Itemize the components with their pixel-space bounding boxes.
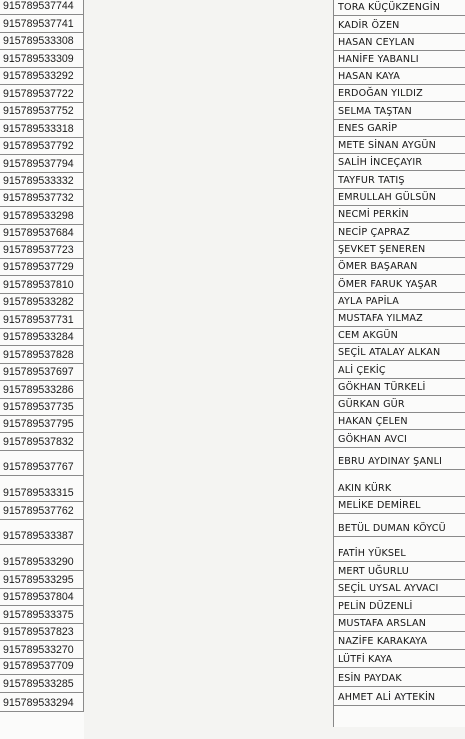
name-row <box>334 497 465 514</box>
name-row-text: NECİP ÇAPRAZ <box>338 227 410 238</box>
account-number-row-text: 915789537795 <box>3 418 74 430</box>
account-number-row <box>0 416 84 433</box>
name-row <box>334 223 465 241</box>
account-number-row-text: 915789537709 <box>3 660 74 672</box>
account-number-row-text: 915789537832 <box>3 436 74 448</box>
name-row <box>334 154 465 171</box>
name-row-text: NAZİFE KARAKAYA <box>338 636 428 647</box>
account-number-row-text: 915789537729 <box>3 261 74 273</box>
name-row <box>334 361 465 379</box>
name-row <box>334 16 465 34</box>
account-number-row-text: 915789537744 <box>3 0 74 12</box>
account-number-row-text: 915789537828 <box>3 349 74 361</box>
account-number-row <box>0 103 84 120</box>
name-row <box>334 258 465 275</box>
account-number-row-text: 915789533282 <box>3 296 74 308</box>
name-row <box>334 650 465 668</box>
account-number-row <box>0 364 84 381</box>
account-number-row-text: 915789537732 <box>3 192 74 204</box>
name-row <box>334 206 465 223</box>
name-row-text: SEÇİL ATALAY ALKAN <box>338 347 441 358</box>
account-number-row <box>0 173 84 190</box>
account-number-row <box>0 120 84 138</box>
account-number-row <box>0 399 84 416</box>
name-row <box>334 344 465 361</box>
account-number-row-text: 915789537804 <box>3 591 74 603</box>
account-number-row <box>0 502 84 520</box>
name-row-text: ŞEVKET ŞENEREN <box>338 244 426 255</box>
account-number-row-text: 915789533290 <box>3 556 74 568</box>
account-number-column <box>0 0 84 739</box>
name-row <box>334 615 465 632</box>
account-number-row <box>0 190 84 207</box>
account-number-row <box>0 85 84 103</box>
name-row <box>334 171 465 189</box>
account-number-row-text: 915789533309 <box>3 53 74 65</box>
account-number-row <box>0 50 84 68</box>
account-number-row-text: 915789537723 <box>3 244 74 256</box>
name-row <box>334 0 465 16</box>
account-number-row <box>0 693 84 712</box>
account-number-row-text: 915789533285 <box>3 678 74 690</box>
account-number-row-text: 915789533308 <box>3 35 74 47</box>
account-number-row-text: 915789537722 <box>3 88 74 100</box>
account-number-row <box>0 641 84 659</box>
account-number-row <box>0 520 84 545</box>
account-number-row-text: 915789537794 <box>3 158 74 170</box>
account-number-row <box>0 624 84 641</box>
name-row-text: ÖMER BAŞARAN <box>338 261 418 272</box>
account-number-row <box>0 545 84 571</box>
name-row-text: EMRULLAH GÜLSÜN <box>338 192 437 203</box>
name-row <box>334 68 465 85</box>
account-number-row-text: 915789533375 <box>3 609 74 621</box>
account-number-row-text: 915789537762 <box>3 505 74 517</box>
name-row-text: GÖKHAN TÜRKELİ <box>338 382 426 393</box>
name-row-text: HANİFE YABANLI <box>338 54 419 65</box>
name-row-text: ENES GARİP <box>338 123 398 134</box>
account-number-row-text: 915789533294 <box>3 697 74 709</box>
name-row <box>334 120 465 137</box>
account-number-row-text: 915789537810 <box>3 279 74 291</box>
account-number-row-text: 915789533295 <box>3 574 74 586</box>
account-number-row <box>0 571 84 589</box>
name-row-text: GÖKHAN AVCI <box>338 434 407 445</box>
name-row <box>334 241 465 258</box>
account-number-row-text: 915789533292 <box>3 70 74 82</box>
name-row <box>334 51 465 68</box>
name-row <box>334 562 465 580</box>
name-row-text: EBRU AYDINAY ŞANLI <box>338 456 443 467</box>
account-number-row <box>0 433 84 451</box>
name-row <box>334 632 465 650</box>
account-number-row-text: 915789533315 <box>3 487 74 499</box>
account-number-row <box>0 451 84 476</box>
name-row <box>334 327 465 344</box>
account-number-row-text: 915789537752 <box>3 105 74 117</box>
name-row-text: METE SİNAN AYGÜN <box>338 140 436 151</box>
account-number-row-text: 915789533284 <box>3 331 74 343</box>
account-number-row <box>0 155 84 173</box>
account-number-row <box>0 659 84 675</box>
account-number-row <box>0 242 84 259</box>
account-number-row <box>0 329 84 346</box>
name-row <box>334 537 465 562</box>
name-row-text: MELİKE DEMİREL <box>338 500 421 511</box>
name-row <box>334 597 465 615</box>
name-row-text: MUSTAFA ARSLAN <box>338 618 427 629</box>
account-number-row <box>0 311 84 329</box>
name-row <box>334 34 465 51</box>
name-row-text: PELİN DÜZENLİ <box>338 601 413 612</box>
account-number-row <box>0 225 84 242</box>
name-row-text: MERT UĞURLU <box>338 566 409 577</box>
account-number-row-text: 915789533387 <box>3 530 74 542</box>
name-row-text: HASAN CEYLAN <box>338 37 415 48</box>
account-number-row <box>0 68 84 85</box>
name-row <box>334 310 465 327</box>
name-row-text: KADİR ÖZEN <box>338 20 400 31</box>
account-number-row-text: 915789537823 <box>3 626 74 638</box>
name-row-text: TORA KÜÇÜKZENGİN <box>338 2 441 13</box>
name-row <box>334 514 465 537</box>
name-row-text: ÖMER FARUK YAŞAR <box>338 279 438 290</box>
account-number-row <box>0 259 84 276</box>
name-row <box>334 293 465 310</box>
name-row-text: SELMA TAŞTAN <box>338 106 412 117</box>
name-row-text: SEÇİL UYSAL AYVACI <box>338 583 439 594</box>
account-number-row-text: 915789533298 <box>3 210 74 222</box>
name-row-text: GÜRKAN GÜR <box>338 399 405 410</box>
name-row-text: ESİN PAYDAK <box>338 673 402 684</box>
name-row <box>334 379 465 396</box>
name-row-text: CEM AKGÜN <box>338 330 398 341</box>
account-number-row <box>0 15 84 33</box>
name-row <box>334 137 465 154</box>
name-row-text: HAKAN ÇELEN <box>338 416 408 427</box>
account-number-row <box>0 138 84 155</box>
name-row <box>334 189 465 206</box>
name-column <box>333 0 465 727</box>
name-row <box>334 470 465 497</box>
name-row <box>334 668 465 687</box>
account-number-row <box>0 294 84 311</box>
account-number-row <box>0 476 84 502</box>
account-number-row <box>0 675 84 693</box>
account-number-row-text: 915789537731 <box>3 314 74 326</box>
account-number-row-text: 915789537684 <box>3 227 74 239</box>
account-number-row-text: 915789533332 <box>3 175 74 187</box>
account-number-row-text: 915789537697 <box>3 366 74 378</box>
name-row <box>334 102 465 120</box>
account-number-row <box>0 276 84 294</box>
name-row-text: ALİ ÇEKİÇ <box>338 365 386 376</box>
name-row-text: LÜTFİ KAYA <box>338 654 393 665</box>
account-number-row-text: 915789533286 <box>3 384 74 396</box>
account-number-row <box>0 33 84 50</box>
account-number-row-text: 915789533318 <box>3 123 74 135</box>
account-number-row-text: 915789537735 <box>3 401 74 413</box>
account-number-row <box>0 606 84 624</box>
name-row <box>334 430 465 448</box>
account-number-row-text: 915789537741 <box>3 18 74 30</box>
account-number-row <box>0 589 84 606</box>
name-row-text: AYLA PAPİLA <box>338 296 399 307</box>
name-row-text: ERDOĞAN YILDIZ <box>338 88 423 99</box>
name-row-text: TAYFUR TATIŞ <box>338 175 405 186</box>
name-row <box>334 580 465 597</box>
name-row-text: AHMET ALİ AYTEKİN <box>338 692 436 703</box>
account-number-row <box>0 346 84 364</box>
name-row <box>334 275 465 293</box>
name-row <box>334 687 465 706</box>
name-row-text: MUSTAFA YILMAZ <box>338 313 423 324</box>
name-row-text: AKIN KÜRK <box>338 483 392 494</box>
name-row-text: SALİH İNCEÇAYIR <box>338 157 423 168</box>
name-row <box>334 396 465 413</box>
account-number-row <box>0 207 84 225</box>
name-row-text: NECMİ PERKİN <box>338 209 409 220</box>
account-number-row <box>0 0 84 15</box>
name-row <box>334 448 465 470</box>
name-row-text: HASAN KAYA <box>338 71 400 82</box>
name-row <box>334 413 465 430</box>
account-number-row-text: 915789537792 <box>3 140 74 152</box>
name-row-text: BETÜL DUMAN KÖYCÜ <box>338 523 446 534</box>
account-number-row-text: 915789533270 <box>3 644 74 656</box>
account-number-row-text: 915789537767 <box>3 461 74 473</box>
name-row-text: FATİH YÜKSEL <box>338 548 406 559</box>
account-number-row <box>0 381 84 399</box>
name-row <box>334 85 465 102</box>
